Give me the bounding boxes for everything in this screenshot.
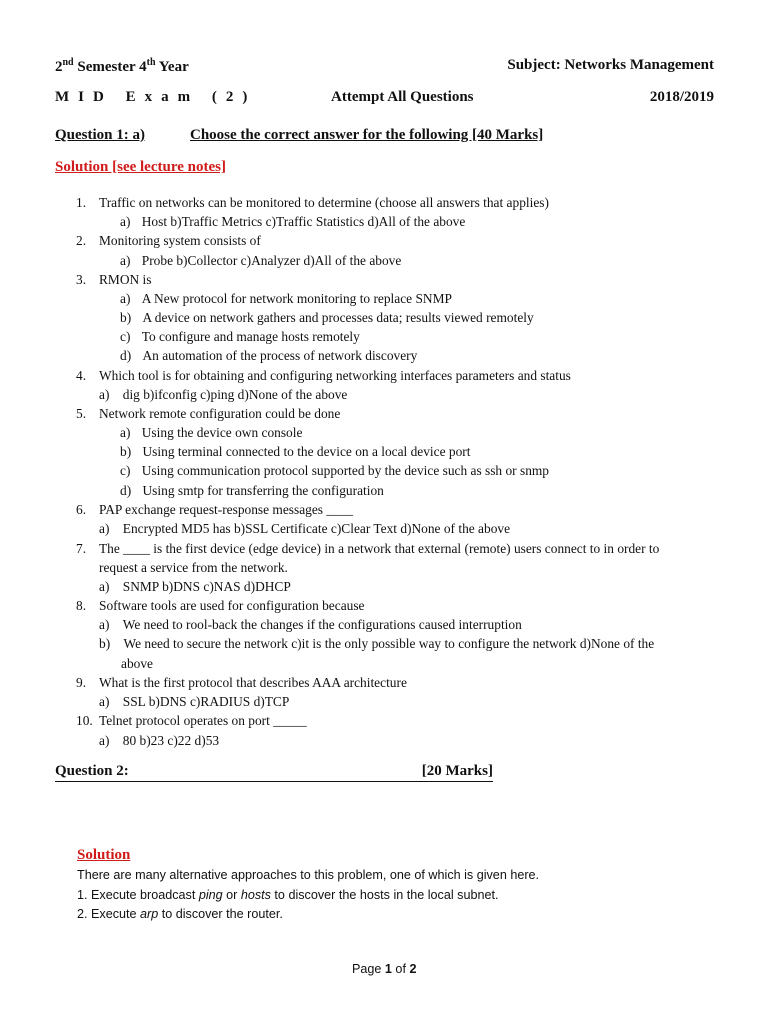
q7-number: 7. (76, 541, 87, 556)
option-letter: a) (120, 425, 131, 440)
option-letter: c) (120, 329, 131, 344)
question-2-marks: [20 Marks] (421, 763, 493, 779)
question-2-solution-label: Solution (77, 847, 131, 863)
year-sup: th (146, 57, 156, 68)
q7-stem-continued: request a service from the network. (99, 560, 288, 575)
q4-options (99, 385, 347, 404)
q8-option-b (99, 634, 654, 653)
q5-option-c (120, 461, 549, 480)
option-letter: d) (120, 348, 132, 363)
q5-option-b (120, 442, 470, 461)
q2-options (120, 251, 401, 270)
option-text: Encrypted MD5 has b)SSL Certificate c)Clear Text d)None of the above (122, 521, 511, 536)
option-text: A New protocol for network monitoring to replace SNMP (141, 291, 452, 306)
command-ping: ping (198, 888, 223, 902)
of-word: of (391, 962, 410, 976)
option-letter: b) (120, 310, 132, 325)
solution-line (77, 868, 539, 882)
q9-number: 9. (76, 675, 87, 690)
solution-line-text: There are many alternative approaches to this problem, one of which is given here. (77, 868, 540, 882)
q3-option-b (120, 308, 534, 327)
option-text: Using communication protocol supported by the device such as ssh or snmp (141, 463, 549, 478)
q2-stem: Monitoring system consists of (99, 233, 261, 248)
solution-step-2 (77, 907, 283, 921)
option-text: Using terminal connected to the device on a local device port (142, 444, 471, 459)
option-text: Probe b)Collector c)Analyzer d)All of the above (141, 253, 402, 268)
semester-year (55, 57, 189, 76)
step-text: 1. Execute broadcast (77, 888, 199, 902)
option-text: We need to rool-back the changes if the configurations caused interruption (122, 617, 522, 632)
q10-options (99, 731, 219, 750)
option-letter: a) (120, 253, 131, 268)
option-text: SNMP b)DNS c)NAS d)DHCP (122, 579, 291, 594)
semester-number: 2 (55, 59, 63, 75)
page-number: 1 (384, 962, 392, 976)
option-letter: a) (99, 521, 110, 536)
option-text: SSL b)DNS c)RADIUS d)TCP (122, 694, 290, 709)
option-text: A device on network gathers and processes data; results viewed remotely (142, 310, 534, 325)
question-2-title (55, 763, 493, 782)
q5-number: 5. (76, 406, 87, 421)
semester-sup: nd (62, 57, 74, 68)
q4-number: 4. (76, 368, 87, 383)
option-text: Host b)Traffic Metrics c)Traffic Statistics d)All of the above (141, 214, 466, 229)
q1-number: 1. (76, 195, 87, 210)
page-footer (352, 962, 416, 976)
q1-stem-text: Traffic on networks can be monitored to determine (choose all answers that applies) (99, 195, 549, 210)
option-text: Using smtp for transferring the configuration (142, 483, 384, 498)
option-letter: a) (99, 387, 110, 402)
year-word: Year (155, 59, 189, 75)
q8-option-a (99, 615, 522, 634)
q4-stem: Which tool is for obtaining and configuring networking interfaces parameters and status (99, 368, 571, 383)
option-letter: a) (99, 617, 110, 632)
q6-number: 6. (76, 502, 87, 517)
q7-stem: The ____ is the first device (edge device) in a network that external (remote) users connect to in order to (99, 541, 660, 556)
q3-option-d (120, 346, 417, 365)
option-letter: a) (120, 291, 131, 306)
question-1-label: Question 1: a) (55, 127, 145, 143)
exam-title: MID Exam (2) (55, 89, 257, 105)
step-text: 2. Execute (77, 907, 141, 921)
question-1-solution-label: Solution [see lecture notes] (55, 159, 226, 175)
option-letter: b) (120, 444, 132, 459)
subject-title: Subject: Networks Management (507, 57, 714, 73)
option-letter: a) (99, 579, 110, 594)
step-text: to discover the hosts in the local subnet. (270, 888, 499, 902)
option-letter: a) (120, 214, 131, 229)
step-text: or (222, 888, 241, 902)
semester-word: Semester 4 (73, 59, 147, 75)
question-1-stem (76, 193, 549, 212)
option-text: We need to secure the network c)it is the only possible way to configure the network d)None of the (123, 636, 655, 651)
option-letter: a) (99, 694, 110, 709)
q3-option-c (120, 327, 360, 346)
option-text: dig b)ifconfig c)ping d)None of the above (122, 387, 348, 402)
q6-options (99, 519, 510, 538)
q3-option-a (120, 289, 452, 308)
q1-options (120, 212, 465, 231)
q6-stem: PAP exchange request-response messages ____ (99, 502, 354, 517)
step-text: to discover the router. (158, 907, 283, 921)
q10-number: 10. (76, 713, 93, 728)
q7-options (99, 577, 291, 596)
command-hosts: hosts (240, 888, 271, 902)
q5-option-d (120, 481, 384, 500)
q8-stem: Software tools are used for configuration because (99, 598, 365, 613)
option-letter: d) (120, 483, 132, 498)
q5-option-a (120, 423, 302, 442)
option-letter: b) (99, 636, 111, 651)
option-text: 80 b)23 c)22 d)53 (122, 733, 220, 748)
question-1-instruction: Choose the correct answer for the following [40 Marks] (190, 127, 544, 143)
page-word: Page (352, 962, 385, 976)
option-text: Using the device own console (141, 425, 303, 440)
q9-options (99, 692, 289, 711)
q3-stem: RMON is (99, 272, 152, 287)
command-arp: arp (140, 907, 159, 921)
solution-step-1 (77, 888, 498, 902)
option-letter: a) (99, 733, 110, 748)
q5-stem: Network remote configuration could be done (99, 406, 341, 421)
q9-stem: What is the first protocol that describes AAA architecture (99, 675, 407, 690)
academic-year: 2018/2019 (649, 89, 714, 105)
q8-number: 8. (76, 598, 87, 613)
q3-number: 3. (76, 272, 87, 287)
q8-option-b-continued: above (121, 656, 153, 671)
option-letter: c) (120, 463, 131, 478)
option-text: An automation of the process of network discovery (142, 348, 418, 363)
question-2-label: Question 2: (55, 763, 129, 779)
attempt-instruction: Attempt All Questions (331, 89, 474, 105)
q10-stem: Telnet protocol operates on port _____ (99, 713, 307, 728)
page-total: 2 (409, 962, 417, 976)
q2-number: 2. (76, 233, 87, 248)
option-text: To configure and manage hosts remotely (141, 329, 360, 344)
